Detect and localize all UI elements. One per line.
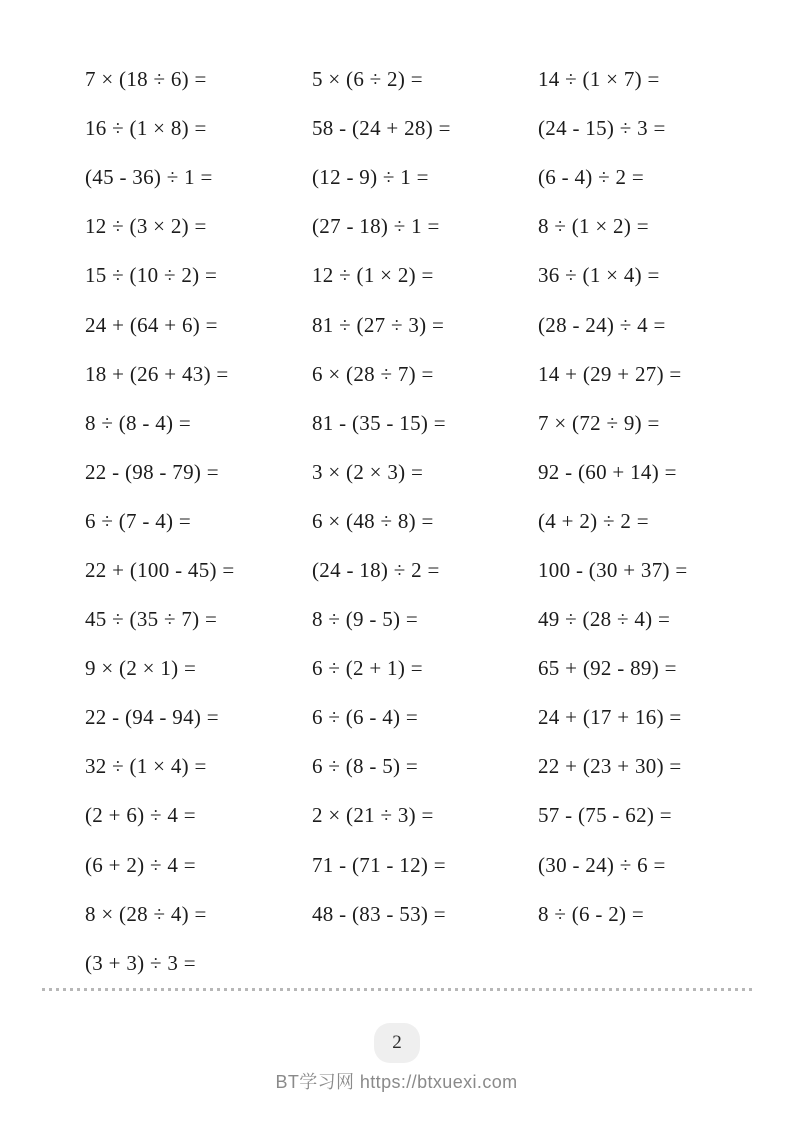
math-problem: 6 ÷ (2 + 1) = (312, 656, 423, 681)
math-problem: 6 × (48 ÷ 8) = (312, 508, 434, 533)
problem-row (0, 399, 793, 448)
math-problem: 15 ÷ (10 ÷ 2) = (85, 263, 218, 288)
math-problem: 8 ÷ (9 - 5) = (312, 607, 418, 632)
math-problem: 6 ÷ (7 - 4) = (85, 508, 191, 533)
math-problem: 18 + (26 + 43) = (85, 361, 229, 386)
math-problem: 12 ÷ (3 × 2) = (85, 214, 207, 239)
math-problem: 65 + (92 - 89) = (538, 656, 677, 681)
math-problem: (3 + 3) ÷ 3 = (85, 950, 196, 975)
math-problem: 12 ÷ (1 × 2) = (312, 263, 434, 288)
math-problem: 22 + (23 + 30) = (538, 754, 682, 779)
math-problem: (6 - 4) ÷ 2 = (538, 165, 644, 190)
math-problem: 36 ÷ (1 × 4) = (538, 263, 660, 288)
math-problem: 14 + (29 + 27) = (538, 361, 682, 386)
problem-row (0, 546, 793, 595)
page-number: 2 (392, 1032, 402, 1053)
math-problem: (4 + 2) ÷ 2 = (538, 508, 649, 533)
problem-row (0, 104, 793, 153)
dotted-divider (42, 988, 754, 991)
math-problem: 6 ÷ (6 - 4) = (312, 705, 418, 730)
math-problem: 49 ÷ (28 ÷ 4) = (538, 607, 671, 632)
math-problem: 81 ÷ (27 ÷ 3) = (312, 312, 445, 337)
problem-row (0, 153, 793, 202)
math-problem: (24 - 18) ÷ 2 = (312, 557, 440, 582)
math-problem: 8 ÷ (8 - 4) = (85, 410, 191, 435)
math-problem: (28 - 24) ÷ 4 = (538, 312, 666, 337)
math-problem: 57 - (75 - 62) = (538, 803, 672, 828)
problem-row (0, 693, 793, 742)
problem-row (0, 350, 793, 399)
math-problem: 58 - (24 + 28) = (312, 116, 451, 141)
math-problem: 14 ÷ (1 × 7) = (538, 67, 660, 92)
math-problem: 22 - (94 - 94) = (85, 705, 219, 730)
math-problem: 45 ÷ (35 ÷ 7) = (85, 607, 218, 632)
math-problem: 8 × (28 ÷ 4) = (85, 901, 207, 926)
math-problem: (6 + 2) ÷ 4 = (85, 852, 196, 877)
math-problem: 8 ÷ (1 × 2) = (538, 214, 649, 239)
math-problem: (30 - 24) ÷ 6 = (538, 852, 666, 877)
problem-row (0, 251, 793, 300)
math-problem: (24 - 15) ÷ 3 = (538, 116, 666, 141)
math-problem: 24 + (64 + 6) = (85, 312, 218, 337)
math-problem: 6 × (28 ÷ 7) = (312, 361, 434, 386)
problem-row (0, 300, 793, 349)
math-problem: 100 - (30 + 37) = (538, 557, 688, 582)
problem-row (0, 939, 793, 988)
problems-grid (0, 55, 793, 988)
math-problem: 8 ÷ (6 - 2) = (538, 901, 644, 926)
math-problem: 7 × (72 ÷ 9) = (538, 410, 660, 435)
math-problem: 6 ÷ (8 - 5) = (312, 754, 418, 779)
problem-row (0, 497, 793, 546)
problem-row (0, 595, 793, 644)
math-problem: (12 - 9) ÷ 1 = (312, 165, 429, 190)
math-problem: 71 - (71 - 12) = (312, 852, 446, 877)
math-problem: 22 + (100 - 45) = (85, 557, 235, 582)
math-problem: 24 + (17 + 16) = (538, 705, 682, 730)
footer-site-link: BT学习网 https://btxuexi.com (275, 1072, 518, 1092)
problem-row (0, 448, 793, 497)
math-problem: 92 - (60 + 14) = (538, 459, 677, 484)
problem-row (0, 841, 793, 890)
math-problem: 3 × (2 × 3) = (312, 459, 424, 484)
math-problem: (2 + 6) ÷ 4 = (85, 803, 196, 828)
math-problem: 9 × (2 × 1) = (85, 656, 197, 681)
math-problem: 16 ÷ (1 × 8) = (85, 116, 207, 141)
problem-row (0, 644, 793, 693)
math-problem: 32 ÷ (1 × 4) = (85, 754, 207, 779)
math-problem: 5 × (6 ÷ 2) = (312, 67, 423, 92)
math-problem: (45 - 36) ÷ 1 = (85, 165, 213, 190)
problem-row (0, 742, 793, 791)
problem-row (0, 791, 793, 840)
math-problem: (27 - 18) ÷ 1 = (312, 214, 440, 239)
math-problem: 48 - (83 - 53) = (312, 901, 446, 926)
problem-row (0, 55, 793, 104)
page-number-badge (374, 1023, 420, 1063)
problem-row (0, 202, 793, 251)
math-problem: 81 - (35 - 15) = (312, 410, 446, 435)
math-problem: 2 × (21 ÷ 3) = (312, 803, 434, 828)
problem-row (0, 890, 793, 939)
math-problem: 7 × (18 ÷ 6) = (85, 67, 207, 92)
math-problem: 22 - (98 - 79) = (85, 459, 219, 484)
